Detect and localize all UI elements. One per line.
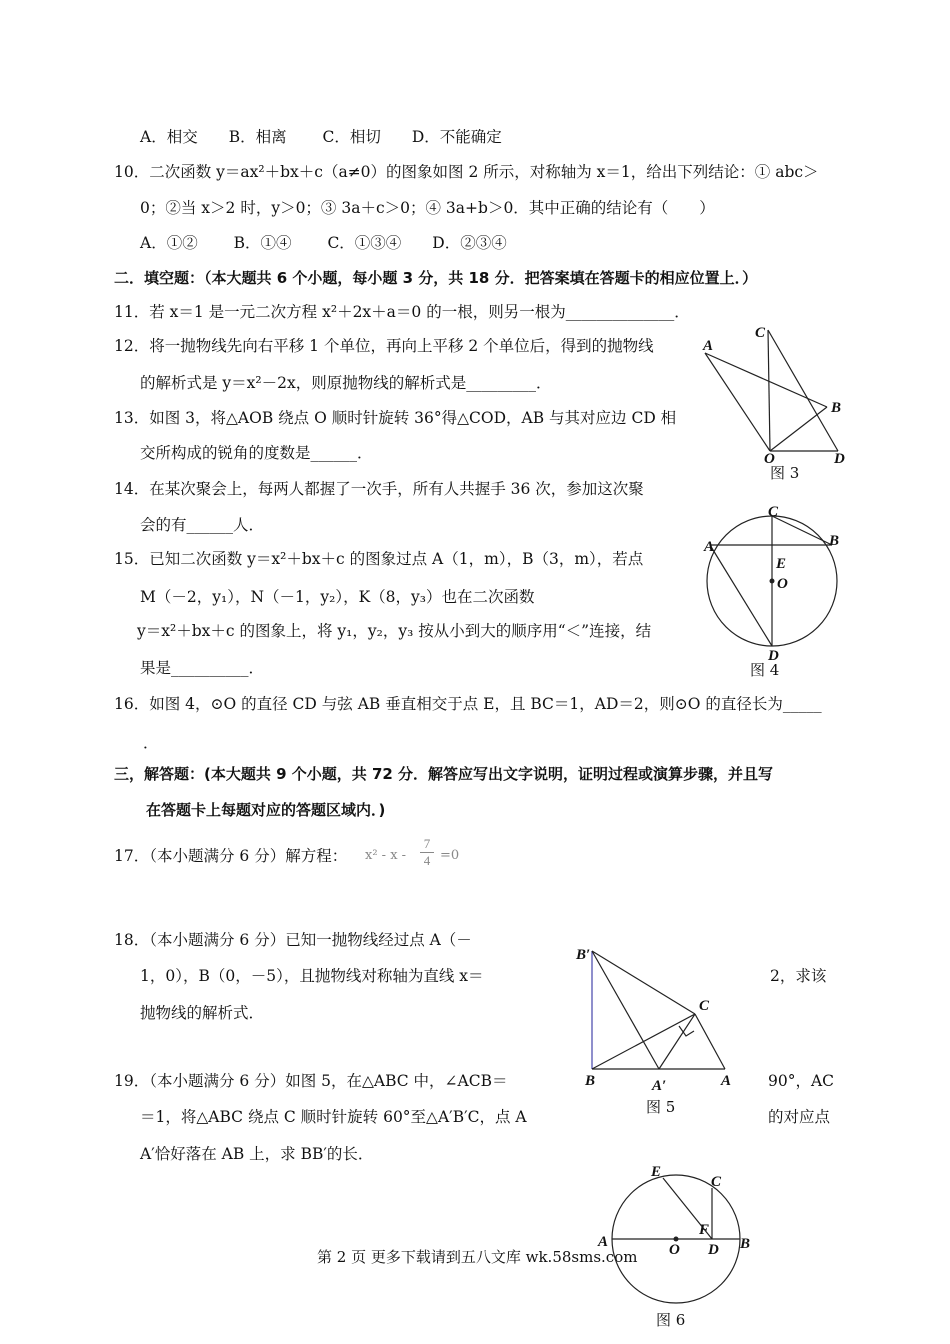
q19-line2: ＝1，将△ABC 绕点 C 顺时针旋转 60°至△A′B′C，点 A — [140, 1108, 527, 1126]
fig6-label-e: E — [651, 1164, 662, 1180]
q17-fraction-denominator: 4 — [423, 853, 431, 868]
q17: 17．（本小题满分 6 分）解方程： — [114, 847, 348, 865]
q18-line1: 18．（本小题满分 6 分）已知一抛物线经过点 A（－ — [114, 931, 472, 949]
fig4-label-c: C — [768, 504, 779, 520]
figure-6-caption: 图 6 — [656, 1311, 686, 1329]
fig5-label-c: C — [699, 998, 710, 1014]
q12-line2: 的解析式是 y＝x²－2x，则原抛物线的解析式是_________． — [140, 374, 552, 392]
figure-3-caption: 图 3 — [770, 464, 800, 482]
q17-fraction-numerator: 7 — [423, 836, 431, 851]
fig4-label-o: O — [777, 576, 788, 592]
figure-4-caption: 图 4 — [750, 661, 780, 679]
fig6-label-f: F — [699, 1222, 710, 1238]
q12-line1: 12．将一抛物线先向右平移 1 个单位，再向上平移 2 个单位后，得到的抛物线 — [114, 337, 654, 355]
section-3-heading-line1: 三，解答题：(本大题共 9 个小题，共 72 分．解答应写出文字说明，证明过程或演算步骤，并且写 — [114, 765, 774, 783]
q15-line1: 15．已知二次函数 y＝x²＋bx＋c 的图象过点 A（1，m），B（3，m），若点 — [114, 550, 644, 568]
q16-line2: ． — [143, 734, 159, 752]
fig4-label-d: D — [768, 648, 779, 664]
q15-line3: y＝x²＋bx＋c 的图象上，将 y₁，y₂，y₃ 按从小到大的顺序用“＜”连接，结 — [137, 622, 652, 640]
q10-line2: 0；②当 x＞2 时，y＞0；③ 3a＋c＞0；④ 3a+b＞0．其中正确的结论有（ ） — [140, 199, 715, 217]
fig6-label-b: B — [740, 1236, 751, 1252]
q19-line1-right: 90°，AC — [768, 1072, 835, 1090]
q14-line1: 14．在某次聚会上，每两人都握了一次手，所有人共握手 36 次，参加这次聚 — [114, 480, 644, 498]
fig3-label-o: O — [764, 451, 775, 465]
figure-6 — [595, 1160, 760, 1310]
fig6-label-d: D — [708, 1242, 719, 1258]
fig6-label-c: C — [711, 1174, 722, 1190]
q19-line1: 19．（本小题满分 6 分）如图 5，在△ABC 中，∠ACB＝ — [114, 1072, 508, 1090]
fig3-segment-ob — [770, 407, 827, 451]
q18-line2: 1，0），B（0，－5），且抛物线对称轴为直线 x＝ — [140, 967, 484, 985]
q17-equation-lhs: x² - x - — [365, 848, 407, 863]
q10-options: A．①② B．①④ C．①③④ D．②③④ — [140, 234, 507, 252]
fig3-segment-oc — [768, 330, 770, 451]
fig5-segment-bprime-c — [592, 951, 695, 1014]
fig3-segment-cd — [768, 330, 838, 451]
fig5-segment-c-aprime — [659, 1014, 695, 1069]
fig3-label-d: D — [834, 451, 845, 465]
q17-equation-rhs: =0 — [440, 848, 460, 863]
section-2-heading: 二．填空题：（本大题共 6 个小题，每小题 3 分，共 18 分．把答案填在答题卡的相应位置上．） — [114, 269, 758, 287]
q13-line2: 交所构成的锐角的度数是______． — [140, 444, 373, 462]
figure-4 — [695, 500, 855, 665]
q16-line1: 16．如图 4，⊙O 的直径 CD 与弦 AB 垂直相交于点 E，且 BC＝1，AD＝2，则⊙O 的直径长为_____ — [114, 695, 822, 713]
fig4-segment-ad — [710, 545, 772, 646]
fig3-label-c: C — [755, 325, 766, 341]
q17-fraction — [420, 836, 434, 869]
q15-line4: 果是__________． — [140, 659, 265, 677]
fig5-label-bprime: B′ — [576, 947, 591, 963]
figure-5-caption: 图 5 — [646, 1098, 676, 1116]
section-3-heading-line2: 在答题卡上每题对应的答题区域内．) — [146, 801, 386, 819]
fig3-label-b: B — [831, 400, 842, 416]
fig4-segment-bc — [772, 516, 832, 545]
q19-line3: A′恰好落在 AB 上，求 BB′的长． — [140, 1145, 374, 1163]
fig4-label-a: A — [704, 539, 715, 555]
q18-line2-right: 2，求该 — [770, 967, 827, 985]
fig4-label-e: E — [776, 556, 787, 572]
fig6-center-dot — [674, 1237, 679, 1242]
fig5-label-aprime: A′ — [652, 1078, 667, 1094]
q9-options: A．相交 B．相离 C．相切 D．不能确定 — [140, 128, 502, 146]
figure-5 — [575, 940, 745, 1100]
q18-line3: 抛物线的解析式． — [140, 1004, 265, 1022]
fig4-label-b: B — [829, 533, 840, 549]
fig5-label-b: B — [585, 1073, 596, 1089]
fig6-label-a: A — [598, 1234, 609, 1250]
page-footer: 第 2 页 更多下载请到五八文库 wk.58sms.com — [317, 1248, 638, 1266]
fig5-label-a: A — [721, 1073, 732, 1089]
figure-3 — [695, 320, 855, 465]
q14-line2: 会的有______人． — [140, 516, 265, 534]
q13-line1: 13．如图 3，将△AOB 绕点 O 顺时针旋转 36°得△COD，AB 与其对应边 CD 相 — [114, 409, 677, 427]
fig5-segment-bc — [592, 1014, 695, 1069]
fig6-label-o: O — [669, 1242, 680, 1258]
fig3-label-a: A — [703, 338, 714, 354]
q10-line1: 10．二次函数 y＝ax²＋bx＋c（a≠0）的图象如图 2 所示，对称轴为 x＝1，给出下列结论：① abc＞ — [114, 163, 819, 181]
q11: 11．若 x＝1 是一元二次方程 x²＋2x＋a＝0 的一根，则另一根为______________． — [114, 303, 690, 321]
q19-line2-right: 的对应点 — [768, 1108, 831, 1126]
fig4-center-dot — [770, 579, 775, 584]
q15-line2: M（－2，y₁），N（－1，y₂），K（8，y₃）也在二次函数 — [140, 588, 535, 606]
fig5-segment-ca — [695, 1014, 725, 1069]
